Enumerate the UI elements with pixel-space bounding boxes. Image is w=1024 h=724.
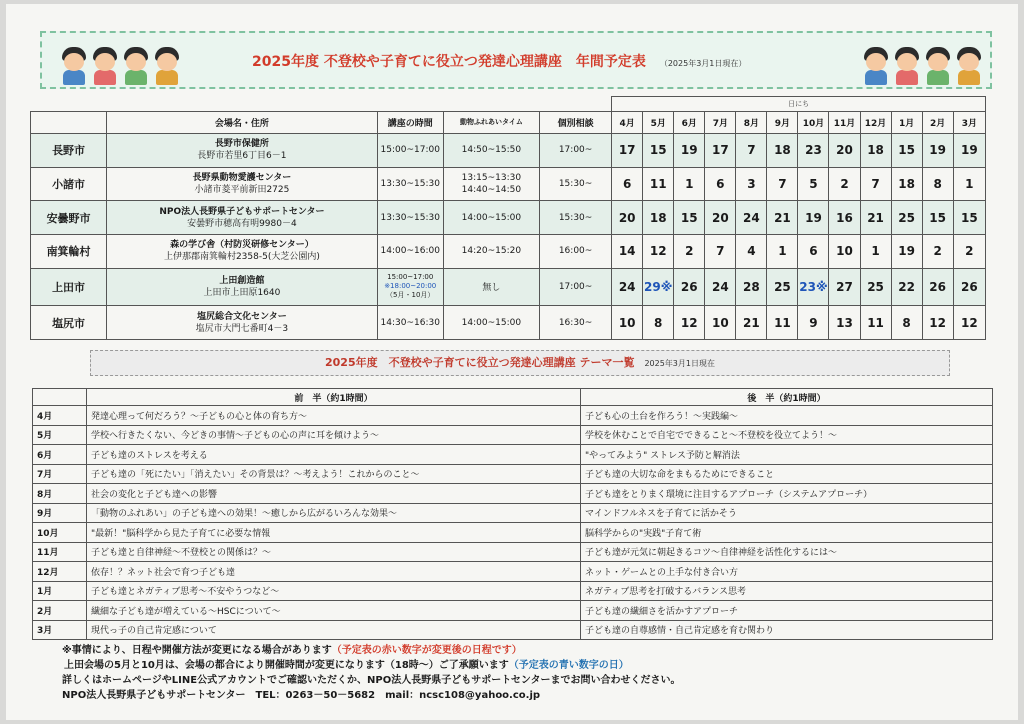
theme-month: 10月	[33, 523, 87, 543]
theme-month: 5月	[33, 425, 87, 445]
day-cell: 25	[891, 201, 922, 235]
venue-address: 小諸市菱平前新田2725	[194, 184, 290, 195]
day-cell: 8	[891, 306, 922, 340]
note-blue-text: （予定表の青い数字の日）	[508, 660, 629, 671]
lecture-time-evening-months: （5月・10月）	[386, 291, 435, 300]
lecture-time-evening: ※18:00~20:00	[384, 282, 437, 291]
day-cell: 7	[860, 167, 891, 201]
day-note: 日にち	[612, 97, 986, 112]
theme-table	[32, 388, 993, 640]
day-cell: 15	[922, 201, 953, 235]
day-cell: 24	[705, 268, 736, 306]
day-cell: 20	[829, 134, 860, 168]
day-cell: 10	[705, 306, 736, 340]
theme-list-title: 2025年度 不登校や子育てに役立つ発達心理講座 テーマ一覧 2025年3月1日現在	[90, 350, 950, 376]
theme-row	[33, 503, 993, 523]
schedule-row-nagano	[31, 134, 986, 168]
day-cell: 4	[736, 234, 767, 268]
day-cell: 1	[767, 234, 798, 268]
day-cell: 19	[798, 201, 829, 235]
second-half-header: 後 半（約1時間）	[581, 389, 993, 406]
day-cell: 8	[922, 167, 953, 201]
day-cell: 19	[891, 234, 922, 268]
first-half-topic: 社会の変化と子ども達への影響	[87, 484, 581, 504]
theme-month-col-header	[33, 389, 87, 406]
footer-notes	[62, 643, 681, 703]
venue-col-header: 会場名・住所	[107, 112, 378, 134]
day-cell: 20	[705, 201, 736, 235]
city-col-header	[31, 112, 107, 134]
animal-time: 14:50~15:50	[443, 134, 539, 168]
theme-month: 6月	[33, 445, 87, 465]
month-header: 9月	[767, 112, 798, 134]
note-line-2: 上田会場の5月と10月は、会場の都合により開催時間が変更になります（18時～）ご了承願います（予定表の青い数字の日）	[64, 660, 629, 671]
lecture-time: 15:00~17:00	[377, 134, 443, 168]
month-header: 12月	[860, 112, 891, 134]
theme-row	[33, 601, 993, 621]
theme-row	[33, 542, 993, 562]
day-cell: 15	[643, 134, 674, 168]
day-cell: 11	[643, 167, 674, 201]
city-name: 南箕輪村	[31, 234, 107, 268]
venue-cell	[107, 201, 378, 235]
day-cell-changed-time: 23※	[798, 268, 829, 306]
day-cell: 16	[829, 201, 860, 235]
first-half-header: 前 半（約1時間）	[87, 389, 581, 406]
day-cell: 1	[674, 167, 705, 201]
city-name: 塩尻市	[31, 306, 107, 340]
venue-name: 森の学び舎（村防災研修センター）	[170, 240, 314, 251]
day-cell: 5	[798, 167, 829, 201]
second-half-topic: 子ども達の自尊感情・自己肯定感を育む関わり	[581, 620, 993, 640]
title-banner	[40, 31, 992, 89]
second-half-topic: 脳科学からの"実践"子育て術	[581, 523, 993, 543]
theme-month: 9月	[33, 503, 87, 523]
consult-time: 16:00~	[539, 234, 611, 268]
theme-month: 8月	[33, 484, 87, 504]
theme-month: 1月	[33, 581, 87, 601]
venue-address: 上伊那郡南箕輪村2358-5(大芝公園内)	[163, 252, 320, 263]
venue-address: 安曇野市穂高有明9980－4	[187, 218, 297, 229]
day-cell: 11	[860, 306, 891, 340]
month-header: 8月	[736, 112, 767, 134]
animal-time: 無し	[443, 268, 539, 306]
lecture-time-cell	[377, 268, 443, 306]
venue-cell	[107, 306, 378, 340]
month-header: 4月	[612, 112, 643, 134]
consult-col-header: 個別相談	[539, 112, 611, 134]
month-header: 2月	[922, 112, 953, 134]
schedule-row-shiojiri	[31, 306, 986, 340]
day-cell: 9	[798, 306, 829, 340]
second-half-topic: 子ども達をとりまく環境に注目するアプローチ（システムアプローチ）	[581, 484, 993, 504]
first-half-topic: "最新！"脳科学から見た子育てに必要な情報	[87, 523, 581, 543]
second-half-topic: 子ども心の土台を作ろう！～実践編～	[581, 406, 993, 426]
theme-row	[33, 523, 993, 543]
day-cell: 18	[643, 201, 674, 235]
venue-cell	[107, 134, 378, 168]
first-half-topic: 依存！？ネット社会で育つ子ども達	[87, 562, 581, 582]
lecture-time: 15:00~17:00	[387, 273, 434, 282]
day-cell: 21	[736, 306, 767, 340]
month-header: 7月	[705, 112, 736, 134]
contact-line: NPO法人長野県子どもサポートセンター TEL：0263－50－5682 mail：ncsc108@yahoo.co.jp	[62, 690, 541, 701]
venue-address: 上田市上田原1640	[203, 287, 281, 298]
consult-time: 17:00~	[539, 268, 611, 306]
day-cell: 12	[953, 306, 985, 340]
theme-month: 2月	[33, 601, 87, 621]
day-cell: 13	[829, 306, 860, 340]
theme-row	[33, 464, 993, 484]
venue-address: 塩尻市大門七番町4－3	[195, 323, 289, 334]
venue-cell	[107, 167, 378, 201]
animal-time-cell	[443, 167, 539, 201]
day-cell: 27	[829, 268, 860, 306]
schedule-table	[30, 96, 986, 340]
day-cell: 7	[705, 234, 736, 268]
first-half-topic: 子ども達とネガティブ思考～不安やうつなど～	[87, 581, 581, 601]
city-name: 長野市	[31, 134, 107, 168]
consult-time: 15:30~	[539, 201, 611, 235]
animal-time: 14:00~15:00	[443, 306, 539, 340]
day-cell: 23	[798, 134, 829, 168]
day-cell: 18	[767, 134, 798, 168]
banner-as-of: （2025年3月1日現在）	[659, 59, 747, 68]
note-line-1: ※事情により、日程や開催方法が変更になる場合があります（予定表の赤い数字が変更後の日程です）	[62, 645, 522, 656]
second-half-topic: "やってみよう" ストレス予防と解消法	[581, 445, 993, 465]
month-header: 3月	[953, 112, 985, 134]
day-cell: 2	[922, 234, 953, 268]
schedule-row-azumino	[31, 201, 986, 235]
first-half-topic: 学校へ行きたくない、今どきの事情～子どもの心の声に耳を傾けよう～	[87, 425, 581, 445]
day-cell: 26	[674, 268, 705, 306]
day-cell: 10	[829, 234, 860, 268]
animal-time: 14:00~15:00	[443, 201, 539, 235]
theme-row	[33, 406, 993, 426]
schedule-row-minamiminowa	[31, 234, 986, 268]
day-cell: 26	[953, 268, 985, 306]
day-cell: 20	[612, 201, 643, 235]
second-half-topic: 子ども達の大切な命をまもるためにできること	[581, 464, 993, 484]
kids-illustration-right	[862, 47, 983, 85]
theme-row	[33, 562, 993, 582]
day-cell: 7	[767, 167, 798, 201]
day-cell: 6	[798, 234, 829, 268]
first-half-topic: 発達心理って何だろう？～子どもの心と体の育ち方～	[87, 406, 581, 426]
day-cell: 22	[891, 268, 922, 306]
lecture-time: 13:30~15:30	[377, 201, 443, 235]
day-cell: 24	[612, 268, 643, 306]
theme-month: 3月	[33, 620, 87, 640]
second-half-topic: 子ども達が元気に朝起きるコツ～自律神経を活性化するには～	[581, 542, 993, 562]
month-header: 1月	[891, 112, 922, 134]
animal-col-header: 動物ふれあいタイム	[443, 112, 539, 134]
venue-name: 長野県動物愛護センター	[192, 172, 292, 183]
schedule-row-ueda	[31, 268, 986, 306]
month-header: 5月	[643, 112, 674, 134]
day-cell: 21	[860, 201, 891, 235]
day-cell: 15	[953, 201, 985, 235]
second-half-topic: 学校を休むことで自宅でできること～不登校を役立てよう！～	[581, 425, 993, 445]
theme-month: 4月	[33, 406, 87, 426]
day-cell-changed-time: 29※	[643, 268, 674, 306]
day-cell: 15	[891, 134, 922, 168]
day-cell: 1	[953, 167, 985, 201]
theme-row	[33, 581, 993, 601]
second-half-topic: 子ども達の繊細さを活かすアプローチ	[581, 601, 993, 621]
second-half-topic: ネット・ゲームとの上手な付き合い方	[581, 562, 993, 582]
first-half-topic: 子ども達の「死にたい」「消えたい」その背景は？～考えよう！これからのこと～	[87, 464, 581, 484]
note-line-3: 詳しくはホームページやLINE公式アカウントでご確認いただくか、NPO法人長野県子どもサポートセンターまでお問い合わせください。	[62, 675, 681, 686]
day-cell: 18	[891, 167, 922, 201]
month-header: 10月	[798, 112, 829, 134]
day-cell: 19	[922, 134, 953, 168]
time-col-header: 講座の時間	[377, 112, 443, 134]
day-cell: 19	[953, 134, 985, 168]
day-cell: 12	[674, 306, 705, 340]
lecture-time: 13:30~15:30	[377, 167, 443, 201]
venue-address: 長野市若里6丁目6－1	[197, 151, 287, 162]
day-cell: 26	[922, 268, 953, 306]
venue-cell	[107, 234, 378, 268]
day-cell: 12	[643, 234, 674, 268]
schedule-row-komoro	[31, 167, 986, 201]
second-half-topic: マインドフルネスを子育てに活かそう	[581, 503, 993, 523]
day-cell: 14	[612, 234, 643, 268]
animal-time: 14:20~15:20	[443, 234, 539, 268]
consult-time: 16:30~	[539, 306, 611, 340]
city-name: 安曇野市	[31, 201, 107, 235]
theme-month: 7月	[33, 464, 87, 484]
first-half-topic: 子ども達のストレスを考える	[87, 445, 581, 465]
day-cell: 17	[705, 134, 736, 168]
theme-month: 12月	[33, 562, 87, 582]
month-header: 6月	[674, 112, 705, 134]
theme-as-of: 2025年3月1日現在	[644, 359, 715, 368]
theme-row	[33, 484, 993, 504]
day-cell: 12	[922, 306, 953, 340]
day-cell: 2	[674, 234, 705, 268]
day-cell: 25	[767, 268, 798, 306]
first-half-topic: 「動物のふれあい」の子ども達への効果！～癒しから広がるいろんな効果～	[87, 503, 581, 523]
day-cell: 17	[612, 134, 643, 168]
venue-cell	[107, 268, 378, 306]
day-cell: 8	[643, 306, 674, 340]
lecture-time: 14:30~16:30	[377, 306, 443, 340]
first-half-topic: 子ども達と自律神経～不登校との関係は？～	[87, 542, 581, 562]
first-half-topic: 現代っ子の自己肯定感について	[87, 620, 581, 640]
header-spacer	[31, 97, 612, 112]
kids-illustration-left	[60, 47, 181, 85]
city-name: 上田市	[31, 268, 107, 306]
city-name: 小諸市	[31, 167, 107, 201]
venue-name: 長野市保健所	[214, 139, 269, 150]
day-cell: 28	[736, 268, 767, 306]
day-cell: 11	[767, 306, 798, 340]
theme-row	[33, 620, 993, 640]
venue-name: 塩尻総合文化センター	[197, 311, 287, 322]
second-half-topic: ネガティブ思考を打破するバランス思考	[581, 581, 993, 601]
day-cell: 24	[736, 201, 767, 235]
day-cell: 18	[860, 134, 891, 168]
consult-time: 17:00~	[539, 134, 611, 168]
animal-time: 13:15~13:30	[461, 172, 522, 183]
day-cell: 7	[736, 134, 767, 168]
day-cell: 6	[705, 167, 736, 201]
day-cell: 10	[612, 306, 643, 340]
venue-name: NPO法人長野県子どもサポートセンター	[159, 206, 325, 217]
theme-row	[33, 425, 993, 445]
first-half-topic: 繊細な子ども達が増えている～HSCについて～	[87, 601, 581, 621]
day-cell: 21	[767, 201, 798, 235]
day-cell: 2	[829, 167, 860, 201]
day-cell: 1	[860, 234, 891, 268]
day-cell: 19	[674, 134, 705, 168]
banner-title: 2025年度 不登校や子育てに役立つ発達心理講座 年間予定表 （2025年3月1日現在）	[252, 54, 747, 70]
theme-month: 11月	[33, 542, 87, 562]
day-cell: 6	[612, 167, 643, 201]
note-red-text: （予定表の赤い数字が変更後の日程です）	[331, 645, 522, 656]
day-cell: 2	[953, 234, 985, 268]
theme-row	[33, 445, 993, 465]
animal-time-2: 14:40~14:50	[461, 184, 522, 195]
lecture-time: 14:00~16:00	[377, 234, 443, 268]
day-cell: 25	[860, 268, 891, 306]
consult-time: 15:30~	[539, 167, 611, 201]
month-header: 11月	[829, 112, 860, 134]
day-cell: 3	[736, 167, 767, 201]
venue-name: 上田創造館	[219, 275, 265, 286]
day-cell: 15	[674, 201, 705, 235]
